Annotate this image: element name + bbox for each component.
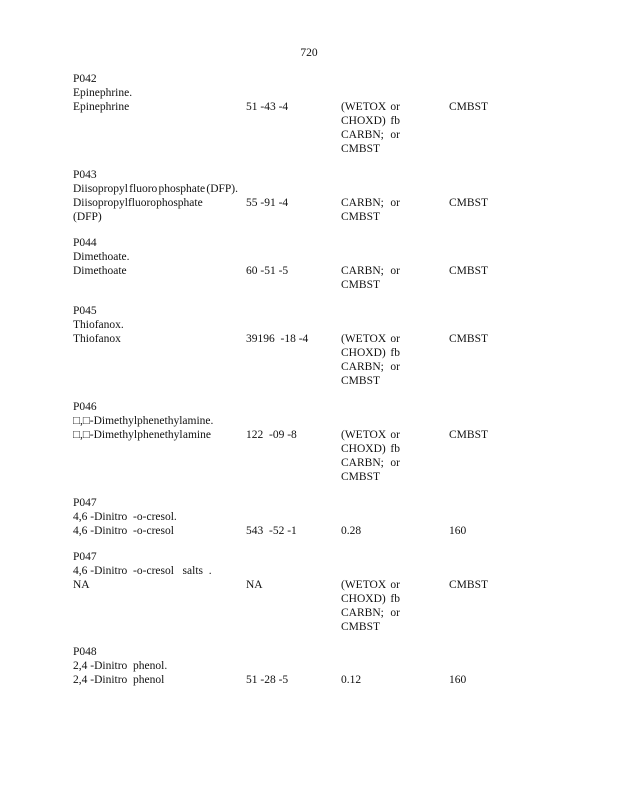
constituent-name: □,□-Dimethyl phenethyl amine (73, 429, 211, 441)
cas-number: 122 -09 -8 (246, 429, 297, 441)
treatment-standard: (WETOX or CHOXD) fb CARBN; or CMBST (341, 333, 400, 387)
waste-title: Epinephrine. (73, 87, 133, 99)
treatment-standard: (WETOX or CHOXD) fb CARBN; or CMBST (341, 579, 400, 633)
waste-code: P047 (73, 497, 97, 509)
waste-code: P045 (73, 305, 97, 317)
nonwastewater-standard: CMBST (449, 265, 488, 277)
waste-code: P042 (73, 73, 97, 85)
nonwastewater-standard: CMBST (449, 579, 488, 591)
waste-title: 4,6 -Dinitro -o-cresol salts . (73, 565, 212, 577)
page-number: 720 (300, 47, 318, 59)
constituent-name: Dimethoate (73, 265, 127, 277)
cas-number: 60 -51 -5 (246, 265, 289, 277)
waste-code: P044 (73, 237, 97, 249)
constituent-name: 2,4 -Dinitro phenol (73, 674, 165, 686)
cas-number: 39196 -18 -4 (246, 333, 309, 345)
wastewater-standard: 0.12 (341, 674, 362, 686)
nonwastewater-standard: 160 (449, 674, 467, 686)
waste-code: P047 (73, 551, 97, 563)
waste-entry-p043 (73, 168, 593, 223)
constituent-name: Diisopropyl fluoro phosphate (DFP) (73, 197, 203, 223)
waste-title: 4,6 -Dinitro -o-cresol. (73, 511, 177, 523)
nonwastewater-standard: CMBST (449, 197, 488, 209)
cas-number: 51 -43 -4 (246, 101, 289, 113)
waste-title: 2,4 -Dinitro phenol. (73, 660, 168, 672)
constituent-name: Epinephrine (73, 101, 130, 113)
treatment-standard: CARBN; or CMBST (341, 265, 400, 291)
cas-number: 543 -52 -1 (246, 525, 297, 537)
waste-entry-p045 (73, 304, 593, 387)
constituent-name: NA (73, 579, 90, 591)
cas-number: NA (246, 579, 263, 591)
cas-number: 51 -28 -5 (246, 674, 289, 686)
waste-title: Thiofanox. (73, 319, 124, 331)
waste-entry-p047 (73, 496, 593, 537)
waste-code: P046 (73, 401, 97, 413)
waste-title: Dimethoate. (73, 251, 130, 263)
treatment-standard: (WETOX or CHOXD) fb CARBN; or CMBST (341, 101, 400, 155)
nonwastewater-standard: CMBST (449, 333, 488, 345)
waste-title: □,□-Dimethyl phenethyl amine. (73, 415, 214, 427)
treatment-standard: CARBN; or CMBST (341, 197, 400, 223)
waste-code: P043 (73, 169, 97, 181)
waste-entry-p048 (73, 645, 593, 686)
waste-entry-p042 (73, 72, 593, 155)
constituent-name: 4,6 -Dinitro -o-cresol (73, 525, 174, 537)
waste-title: Diisopropyl fluoro phosphate (DFP). (73, 183, 238, 195)
cas-number: 55 -91 -4 (246, 197, 289, 209)
nonwastewater-standard: CMBST (449, 101, 488, 113)
waste-code: P048 (73, 646, 97, 658)
wastewater-standard: 0.28 (341, 525, 362, 537)
waste-entry-p046 (73, 400, 593, 483)
nonwastewater-standard: 160 (449, 525, 467, 537)
treatment-standard: (WETOX or CHOXD) fb CARBN; or CMBST (341, 429, 400, 483)
nonwastewater-standard: CMBST (449, 429, 488, 441)
waste-entry-p047-salts (73, 550, 593, 633)
waste-entry-p044 (73, 236, 593, 291)
constituent-name: Thiofanox (73, 333, 121, 345)
